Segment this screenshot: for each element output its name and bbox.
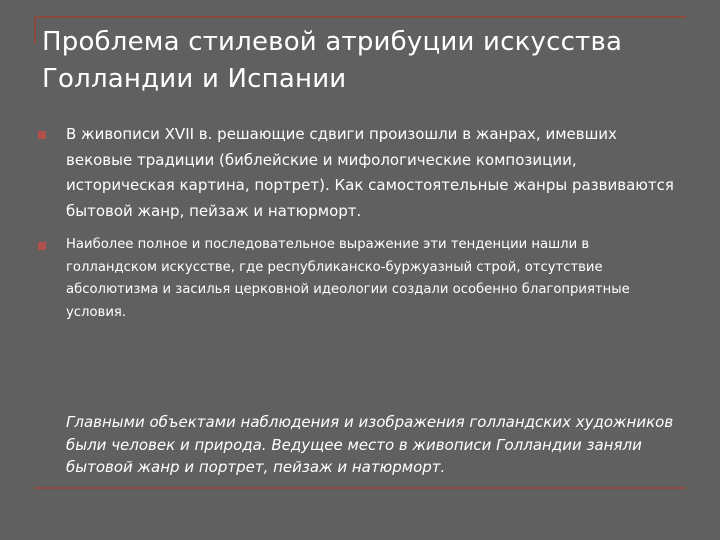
bottom-divider: [34, 487, 686, 489]
slide-title: Проблема стилевой атрибуции искусства Голландии и Испании: [42, 27, 623, 94]
square-bullet-icon: [38, 242, 46, 250]
bullet-list: [34, 122, 674, 324]
bullet-item: [34, 234, 674, 324]
bullet-text: Наиболее полное и последовательное выражение эти тенденции нашли в голландском искусстве, где республиканско-буржуазный строй, отсутствие абсолютизма и засилья церковной идеологии создали особенно благоприятные условия.: [66, 237, 630, 320]
title-frame-top-line: [34, 16, 686, 18]
square-bullet-icon: [38, 131, 46, 139]
bullet-text: В живописи XVII в. решающие сдвиги произошли в жанрах, имевших вековые традиции (библейские и мифологические композиции, историческая картина, портрет). Как самостоятельные жанры развиваются бытовой жанр, пейзаж и натюрморт.: [66, 125, 674, 220]
summary-note: Главными объектами наблюдения и изображения голландских художников были человек и природа. Ведущее место в живописи Голландии заняли бытовой жанр и портрет, пейзаж и натюрморт.: [66, 413, 674, 476]
bullet-item: [34, 122, 674, 224]
title-frame-left-line: [34, 16, 36, 44]
